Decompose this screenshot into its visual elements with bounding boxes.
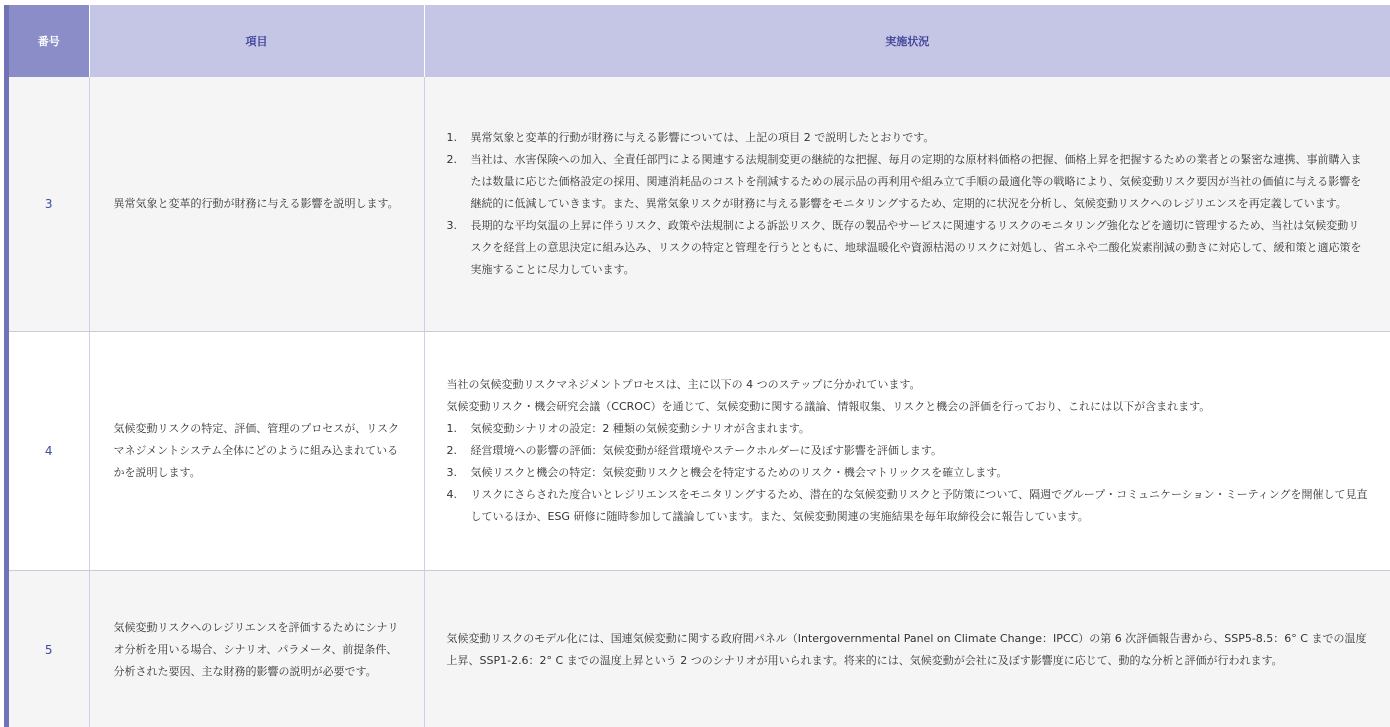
list-item-text: 長期的な平均気温の上昇に伴うリスク、政策や法規制による訴訟リスク、既存の製品やサービスに関連するリスクのモニタリング強化などを適切に管理するため、当社は気候変動リスクを経営上の意思決定に組み込み、リスクの特定と管理を行うとともに、地球温暖化や資源枯渇のリスクに対処し、省エネや二酸化炭素削減の動きに対応して、緩和策と適応策を実施することに尽力しています。 [470,219,1362,276]
list-marker: 1. [446,422,457,435]
header-status: 実施状況 [424,5,1390,77]
header-number: 番号 [9,5,89,77]
list-item [447,484,1369,528]
disclosure-table-container [4,5,1390,727]
list-item [447,215,1369,281]
list-item [447,440,1369,462]
row-status [424,77,1390,332]
list-item [447,462,1369,484]
list-marker: 1. [446,131,457,144]
table-row [9,571,1390,727]
row-number: 4 [9,332,89,571]
row-number: 5 [9,571,89,727]
row-status [424,571,1390,727]
list-item [447,418,1369,440]
disclosure-table [9,5,1390,727]
list-item [447,149,1369,215]
list-item-text: 当社は、水害保険への加入、全責任部門による関連する法規制変更の継続的な把握、毎月の定期的な原材料価格の把握、価格上昇を把握するための業者との緊密な連携、事前購入または数量に応じた価格設定の採用、関連消耗品のコストを削減するための展示品の再利用や組み立て手順の最適化等の戦略により、気候変動リスク要因が当社の価値に与える影響を継続的に低減していきます。また、異常気象リスクが財務に与える影響をモニタリングするため、定期的に状況を分析し、気候変動リスクへのレジリエンスを再定義しています。 [470,153,1362,210]
status-list [447,127,1369,281]
list-marker: 4. [446,488,457,501]
list-item-text: リスクにさらされた度合いとレジリエンスをモニタリングするため、潜在的な気候変動リスクと予防策について、隔週でグループ・コミュニケーション・ミーティングを開催して見直しているほか、ESG 研修に随時参加して議論しています。また、気候変動関連の実施結果を毎年取締役会に報告しています。 [470,488,1368,523]
status-list [447,418,1369,528]
table-row [9,77,1390,332]
list-marker: 3. [446,219,457,232]
list-item-text: 経営環境への影響の評価：気候変動が経営環境やステークホルダーに及ぼす影響を評価します。 [470,444,942,457]
header-item: 項目 [89,5,424,77]
row-number: 3 [9,77,89,332]
list-item-text: 気候リスクと機会の特定：気候変動リスクと機会を特定するためのリスク・機会マトリックスを確立します。 [470,466,1008,479]
table-header-row [9,5,1390,77]
list-item-text: 気候変動シナリオの設定：2 種類の気候変動シナリオが含まれます。 [470,422,810,435]
list-marker: 2. [446,444,457,457]
table-row [9,332,1390,571]
status-text: 気候変動リスクのモデル化には、国連気候変動に関する政府間パネル（Intergovernmental Panel on Climate Change：IPCC）の第 6 次評価報告書から、SSP5-8.5：6° C までの温度上昇、SSP1-2.6：2° C までの温度上昇という 2 つのシナリオが用いられます。将来的には、気候変動が会社に及ぼす影響度に応じて、動的な分析と評価が行われます。 [446,632,1367,667]
status-intro: 当社の気候変動リスクマネジメントプロセスは、主に以下の 4 つのステップに分かれています。 [446,378,921,391]
row-item: 異常気象と変革的行動が財務に与える影響を説明します。 [89,77,424,332]
list-item [447,127,1369,149]
status-intro: 気候変動リスク・機会研究会議（CCROC）を通じて、気候変動に関する議論、情報収集、リスクと機会の評価を行っており、これには以下が含まれます。 [446,400,1211,413]
row-status [424,332,1390,571]
list-marker: 3. [446,466,457,479]
row-item: 気候変動リスクの特定、評価、管理のプロセスが、リスクマネジメントシステム全体にどのように組み込まれているかを説明します。 [89,332,424,571]
row-item: 気候変動リスクへのレジリエンスを評価するためにシナリオ分析を用いる場合、シナリオ、パラメータ、前提条件、分析された要因、主な財務的影響の説明が必要です。 [89,571,424,727]
list-item-text: 異常気象と変革的行動が財務に与える影響については、上記の項目 2 で説明したとおりです。 [470,131,935,144]
list-marker: 2. [446,153,457,166]
